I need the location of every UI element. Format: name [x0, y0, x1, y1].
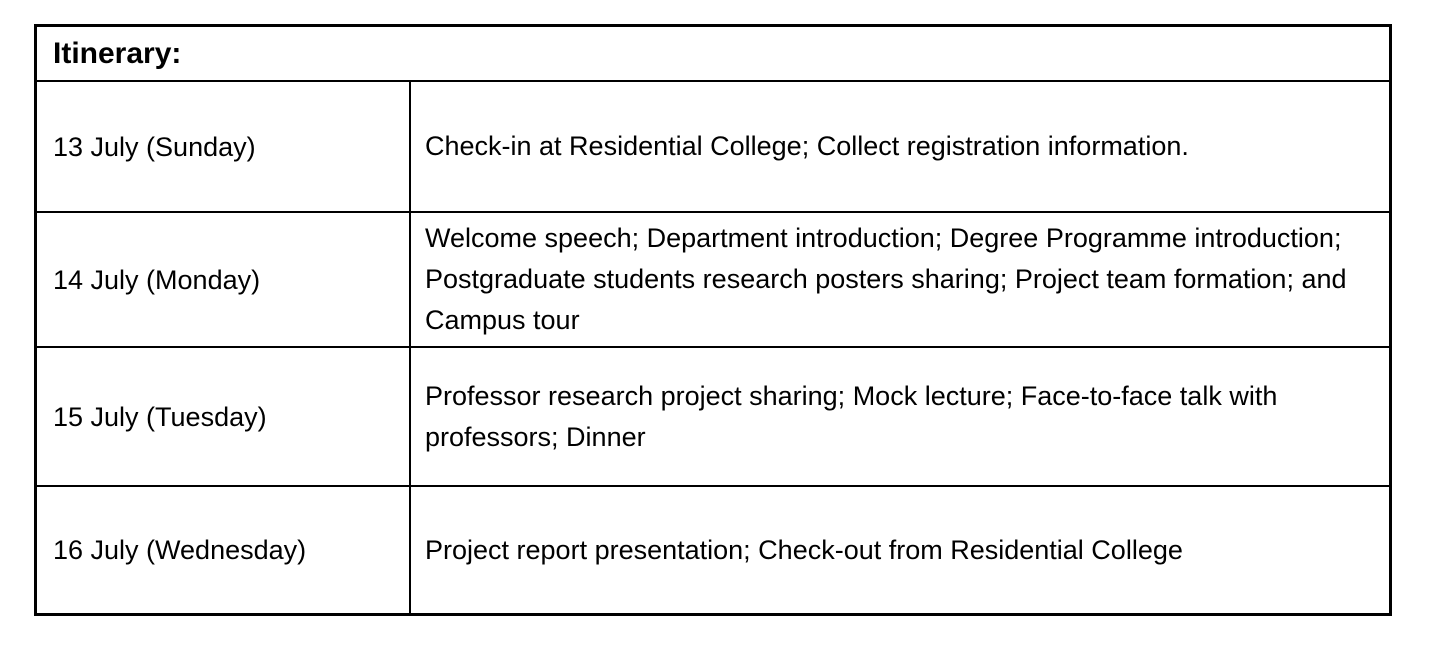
- itinerary-row: [37, 487, 1389, 613]
- row-activities: Check-in at Residential College; Collect registration information.: [425, 131, 1189, 161]
- row-activities: Welcome speech; Department introduction; Degree Programme introduction; Postgraduate students research posters sharing; Project team formation; and Campus tour: [425, 223, 1347, 335]
- row-date: 14 July (Monday): [53, 264, 261, 295]
- itinerary-header-row: [37, 27, 1389, 82]
- row-date: 13 July (Sunday): [53, 131, 256, 162]
- itinerary-row: [37, 348, 1389, 487]
- itinerary-row: [37, 82, 1389, 213]
- row-date: 15 July (Tuesday): [53, 401, 267, 432]
- itinerary-row: [37, 213, 1389, 348]
- row-date: 16 July (Wednesday): [53, 535, 307, 565]
- row-activities: Project report presentation; Check-out from Residential College: [425, 534, 1183, 565]
- row-activities: Professor research project sharing; Mock lecture; Face-to-face talk with professors; Dinner: [425, 380, 1278, 452]
- itinerary-title: Itinerary:: [53, 37, 182, 70]
- itinerary-table: [34, 24, 1392, 616]
